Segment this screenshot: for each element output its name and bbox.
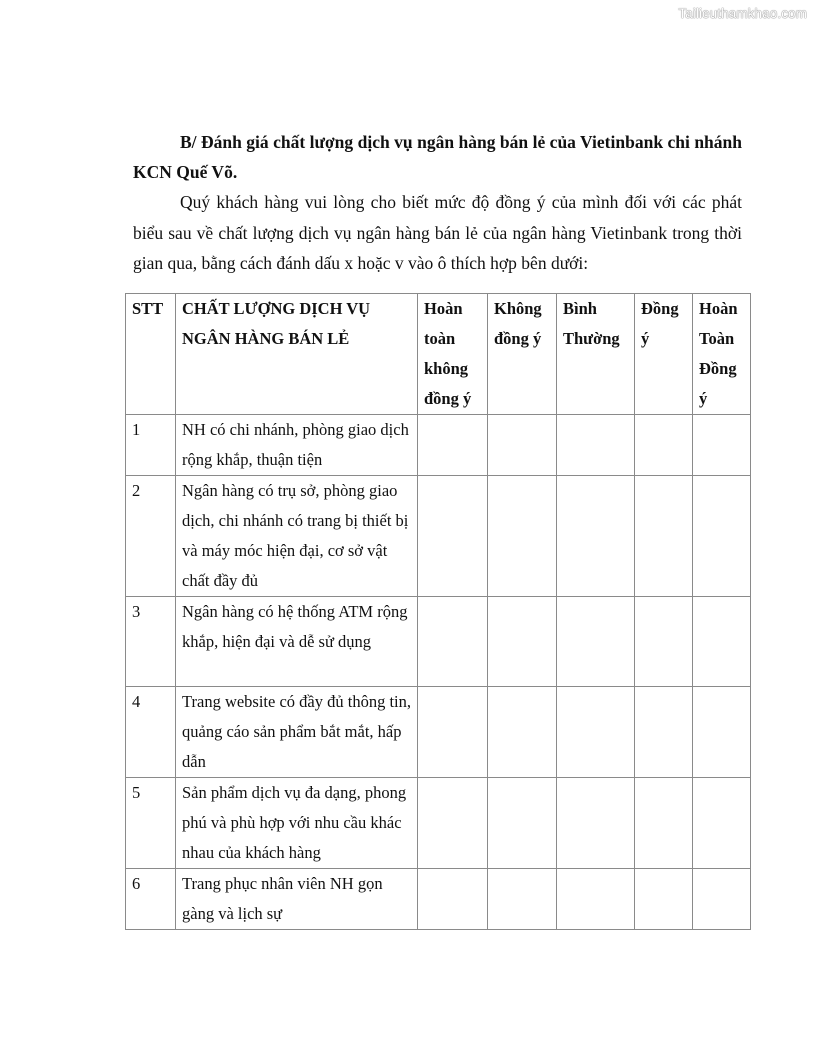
rating-cell-neutral[interactable] xyxy=(557,778,635,869)
rating-cell-disagree[interactable] xyxy=(488,476,557,597)
row-stt: 1 xyxy=(126,415,176,476)
rating-cell-agree[interactable] xyxy=(635,687,693,778)
row-stt: 5 xyxy=(126,778,176,869)
rating-cell-agree[interactable] xyxy=(635,597,693,687)
rating-cell-strongly-disagree[interactable] xyxy=(418,597,488,687)
rating-cell-strongly-disagree[interactable] xyxy=(418,869,488,930)
rating-cell-strongly-disagree[interactable] xyxy=(418,778,488,869)
header-neutral: Bình Thường xyxy=(557,294,635,415)
rating-cell-disagree[interactable] xyxy=(488,778,557,869)
rating-cell-neutral[interactable] xyxy=(557,687,635,778)
rating-cell-strongly-agree[interactable] xyxy=(693,778,751,869)
rating-cell-strongly-disagree[interactable] xyxy=(418,476,488,597)
table-row xyxy=(126,597,751,687)
rating-cell-disagree[interactable] xyxy=(488,597,557,687)
rating-cell-strongly-disagree[interactable] xyxy=(418,415,488,476)
rating-cell-neutral[interactable] xyxy=(557,869,635,930)
row-item: Ngân hàng có hệ thống ATM rộng khắp, hiện đại và dễ sử dụng xyxy=(176,597,418,687)
row-stt: 3 xyxy=(126,597,176,687)
rating-cell-neutral[interactable] xyxy=(557,476,635,597)
rating-cell-agree[interactable] xyxy=(635,778,693,869)
rating-cell-strongly-agree[interactable] xyxy=(693,597,751,687)
survey-table xyxy=(125,293,751,930)
rating-cell-agree[interactable] xyxy=(635,869,693,930)
header-strongly-agree: Hoàn Toàn Đồng ý xyxy=(693,294,751,415)
header-agree: Đồng ý xyxy=(635,294,693,415)
rating-cell-agree[interactable] xyxy=(635,476,693,597)
row-item: Sản phẩm dịch vụ đa dạng, phong phú và phù hợp với nhu cầu khác nhau của khách hàng xyxy=(176,778,418,869)
watermark: Tailieuthamkhao.com xyxy=(678,6,807,21)
row-item: NH có chi nhánh, phòng giao dịch rộng khắp, thuận tiện xyxy=(176,415,418,476)
table-row xyxy=(126,415,751,476)
rating-cell-neutral[interactable] xyxy=(557,597,635,687)
rating-cell-disagree[interactable] xyxy=(488,869,557,930)
row-stt: 2 xyxy=(126,476,176,597)
rating-cell-strongly-agree[interactable] xyxy=(693,869,751,930)
rating-cell-strongly-disagree[interactable] xyxy=(418,687,488,778)
section-heading: B/ Đánh giá chất lượng dịch vụ ngân hàng bán lẻ của Vietinbank chi nhánh KCN Quế Võ. xyxy=(133,132,742,182)
row-item: Ngân hàng có trụ sở, phòng giao dịch, chi nhánh có trang bị thiết bị và máy móc hiện đại, cơ sở vật chất đầy đủ xyxy=(176,476,418,597)
rating-cell-strongly-agree[interactable] xyxy=(693,687,751,778)
header-strongly-disagree: Hoàn toàn không đồng ý xyxy=(418,294,488,415)
row-item: Trang website có đầy đủ thông tin, quảng cáo sản phẩm bắt mắt, hấp dẫn xyxy=(176,687,418,778)
header-row xyxy=(126,294,751,415)
header-quality: CHẤT LƯỢNG DỊCH VỤ NGÂN HÀNG BÁN LẺ xyxy=(176,294,418,415)
header-stt: STT xyxy=(126,294,176,415)
row-stt: 6 xyxy=(126,869,176,930)
rating-cell-strongly-agree[interactable] xyxy=(693,415,751,476)
row-item: Trang phục nhân viên NH gọn gàng và lịch sự xyxy=(176,869,418,930)
table-row xyxy=(126,476,751,597)
section-body xyxy=(133,127,742,279)
header-disagree: Không đồng ý xyxy=(488,294,557,415)
rating-cell-neutral[interactable] xyxy=(557,415,635,476)
table-row xyxy=(126,687,751,778)
rating-cell-disagree[interactable] xyxy=(488,687,557,778)
row-stt: 4 xyxy=(126,687,176,778)
rating-cell-agree[interactable] xyxy=(635,415,693,476)
table-row xyxy=(126,778,751,869)
table-row xyxy=(126,869,751,930)
rating-cell-strongly-agree[interactable] xyxy=(693,476,751,597)
rating-cell-disagree[interactable] xyxy=(488,415,557,476)
intro-paragraph: Quý khách hàng vui lòng cho biết mức độ đồng ý của mình đối với các phát biểu sau về chất lượng dịch vụ ngân hàng bán lẻ của ngân hàng Vietinbank trong thời gian qua, bằng cách đánh dấu x hoặc v vào ô thích hợp bên dưới: xyxy=(133,192,742,273)
